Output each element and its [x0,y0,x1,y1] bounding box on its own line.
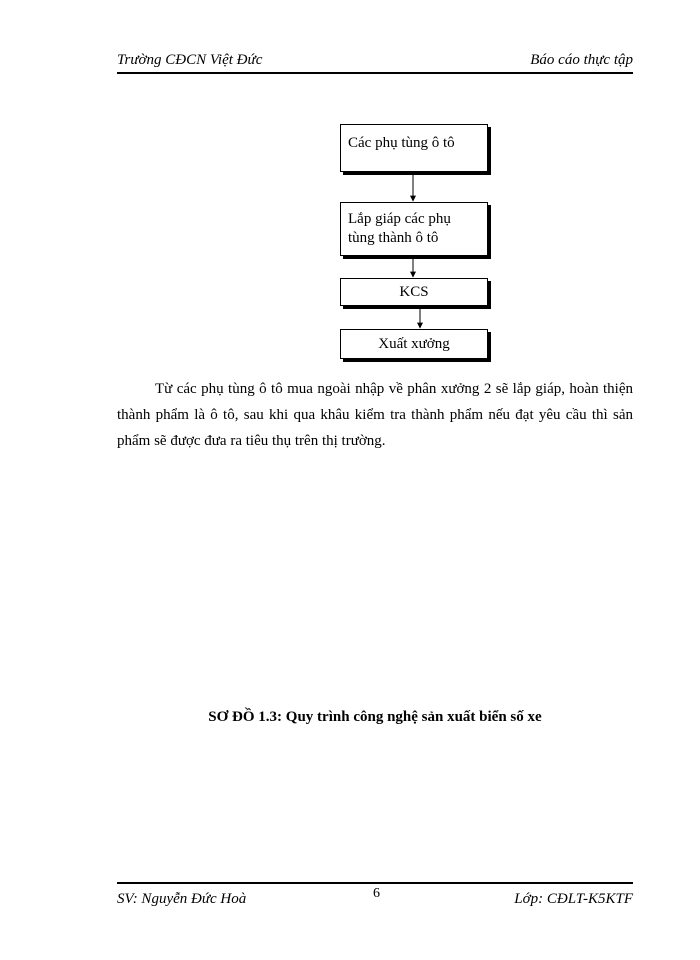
footer-student: SV: Nguyễn Đức Hoà [117,891,247,907]
flow-step-assembly-line1: Lắp giáp các phụ [348,211,451,227]
flow-step-assembly-line2: tùng thành ô tô [348,230,439,246]
flow-step-shipping-label: Xuất xưởng [378,336,450,352]
flow-step-kcs [340,278,488,306]
header-school: Trường CĐCN Việt Đức [117,52,263,68]
diagram-title: SƠ ĐỒ 1.3: Quy trình công nghệ sản xuất biển số xe [208,709,542,725]
flow-step-kcs-label: KCS [399,284,429,300]
page-number: 6 [373,886,380,901]
body-paragraph: Từ các phụ tùng ô tô mua ngoài nhập về phân xưởng 2 sẽ lắp giáp, hoàn thiện thành phẩm là ô tô, sau khi qua khâu kiểm tra thành phẩm nếu đạt yêu cầu thì sản phẩm sẽ được đưa ra tiêu thụ trên thị trường. [117,381,633,449]
flow-step-parts-line1: Các phụ tùng ô tô [348,135,455,151]
header-report-title: Báo cáo thực tập [530,52,633,68]
footer-class: Lớp: CĐLT-K5KTF [514,891,633,907]
flow-step-shipping [340,329,488,359]
flow-step-assembly [340,202,488,256]
flow-step-parts [340,124,488,172]
page-footer [117,882,633,908]
